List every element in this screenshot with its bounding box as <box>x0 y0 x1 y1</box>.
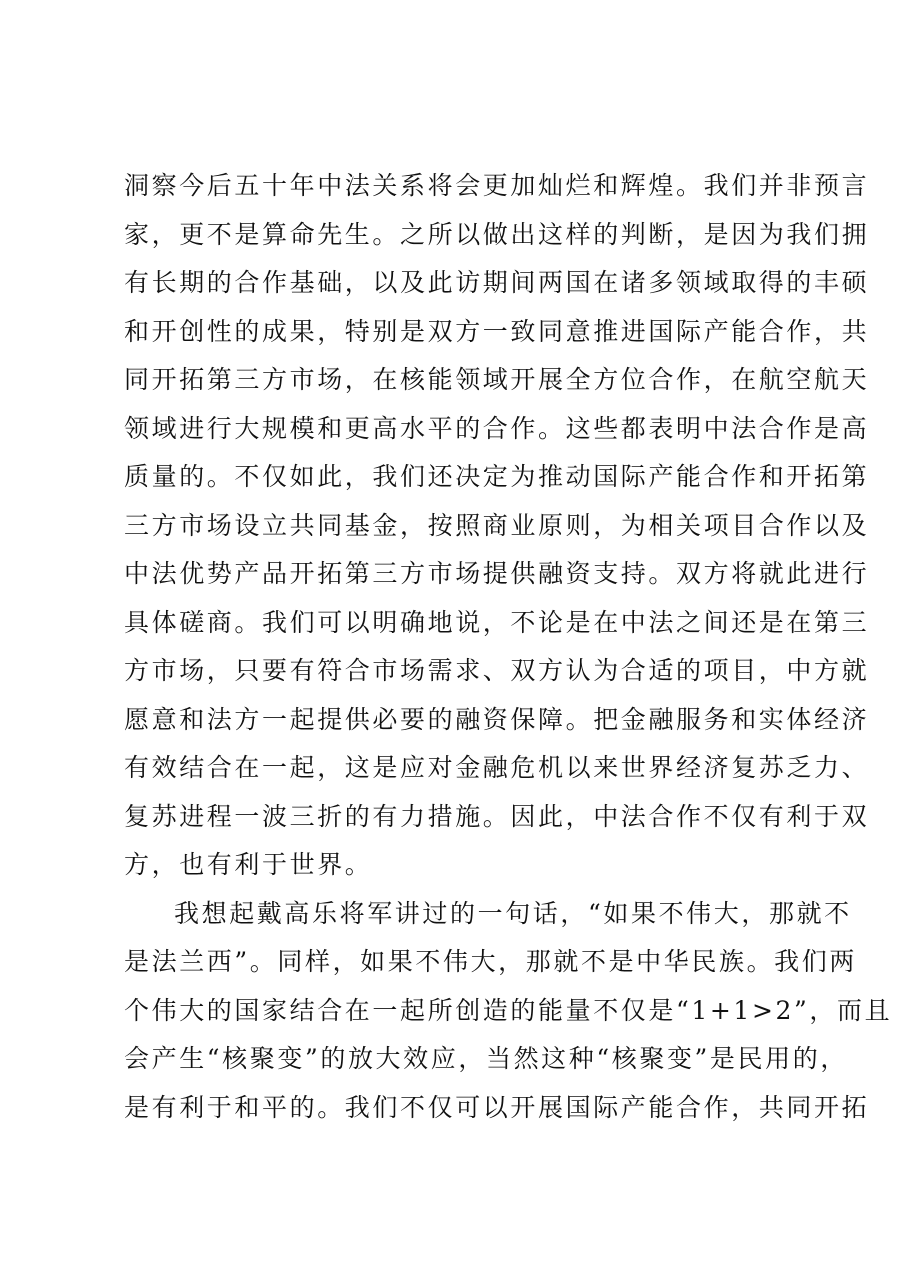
text-line: 是有利于和平的。我们不仅可以开展国际产能合作，共同开拓 <box>124 1092 870 1122</box>
body-text <box>124 162 893 1132</box>
text-line: 是法兰西”。同样，如果不伟大，那就不是中华民族。我们两 <box>124 947 857 976</box>
text-line: 会产生“核聚变”的放大效应，当然这种“核聚变”是民用的， <box>124 1044 848 1073</box>
text-line: 个伟大的国家结合在一起所创造的能量不仅是“1+1>2”，而且 <box>124 995 893 1025</box>
text-line: 中法优势产品开拓第三方市场提供融资支持。双方将就此进行 <box>124 559 870 588</box>
text-line: 同开拓第三方市场，在核能领域开展全方位合作，在航空航天 <box>124 365 870 394</box>
text-line: 三方市场设立共同基金，按照商业原则，为相关项目合作以及 <box>124 510 870 540</box>
text-line: 和开创性的成果，特别是双方一致同意推进国际产能合作，共 <box>124 316 870 346</box>
text-line: 愿意和法方一起提供必要的融资保障。把金融服务和实体经济 <box>124 704 870 734</box>
text-line: 方，也有利于世界。 <box>124 850 373 879</box>
text-line: 具体磋商。我们可以明确地说，不论是在中法之间还是在第三 <box>124 607 870 637</box>
text-line: 家，更不是算命先生。之所以做出这样的判断，是因为我们拥 <box>124 219 870 249</box>
text-line: 洞察今后五十年中法关系将会更加灿烂和辉煌。我们并非预言 <box>124 171 870 200</box>
paragraph-start-line: 我想起戴高乐将军讲过的一句话，“如果不伟大，那就不 <box>174 898 852 928</box>
text-line: 有效结合在一起，这是应对金融危机以来世界经济复苏乏力、 <box>124 753 870 782</box>
text-line: 领域进行大规模和更高水平的合作。这些都表明中法合作是高 <box>124 413 870 443</box>
text-line: 复苏进程一波三折的有力措施。因此，中法合作不仅有利于双 <box>124 801 870 831</box>
text-line: 有长期的合作基础，以及此访期间两国在诸多领域取得的丰硕 <box>124 268 870 297</box>
text-line: 质量的。不仅如此，我们还决定为推动国际产能合作和开拓第 <box>124 462 870 491</box>
text-line: 方市场，只要有符合市场需求、双方认为合适的项目，中方就 <box>124 656 870 685</box>
